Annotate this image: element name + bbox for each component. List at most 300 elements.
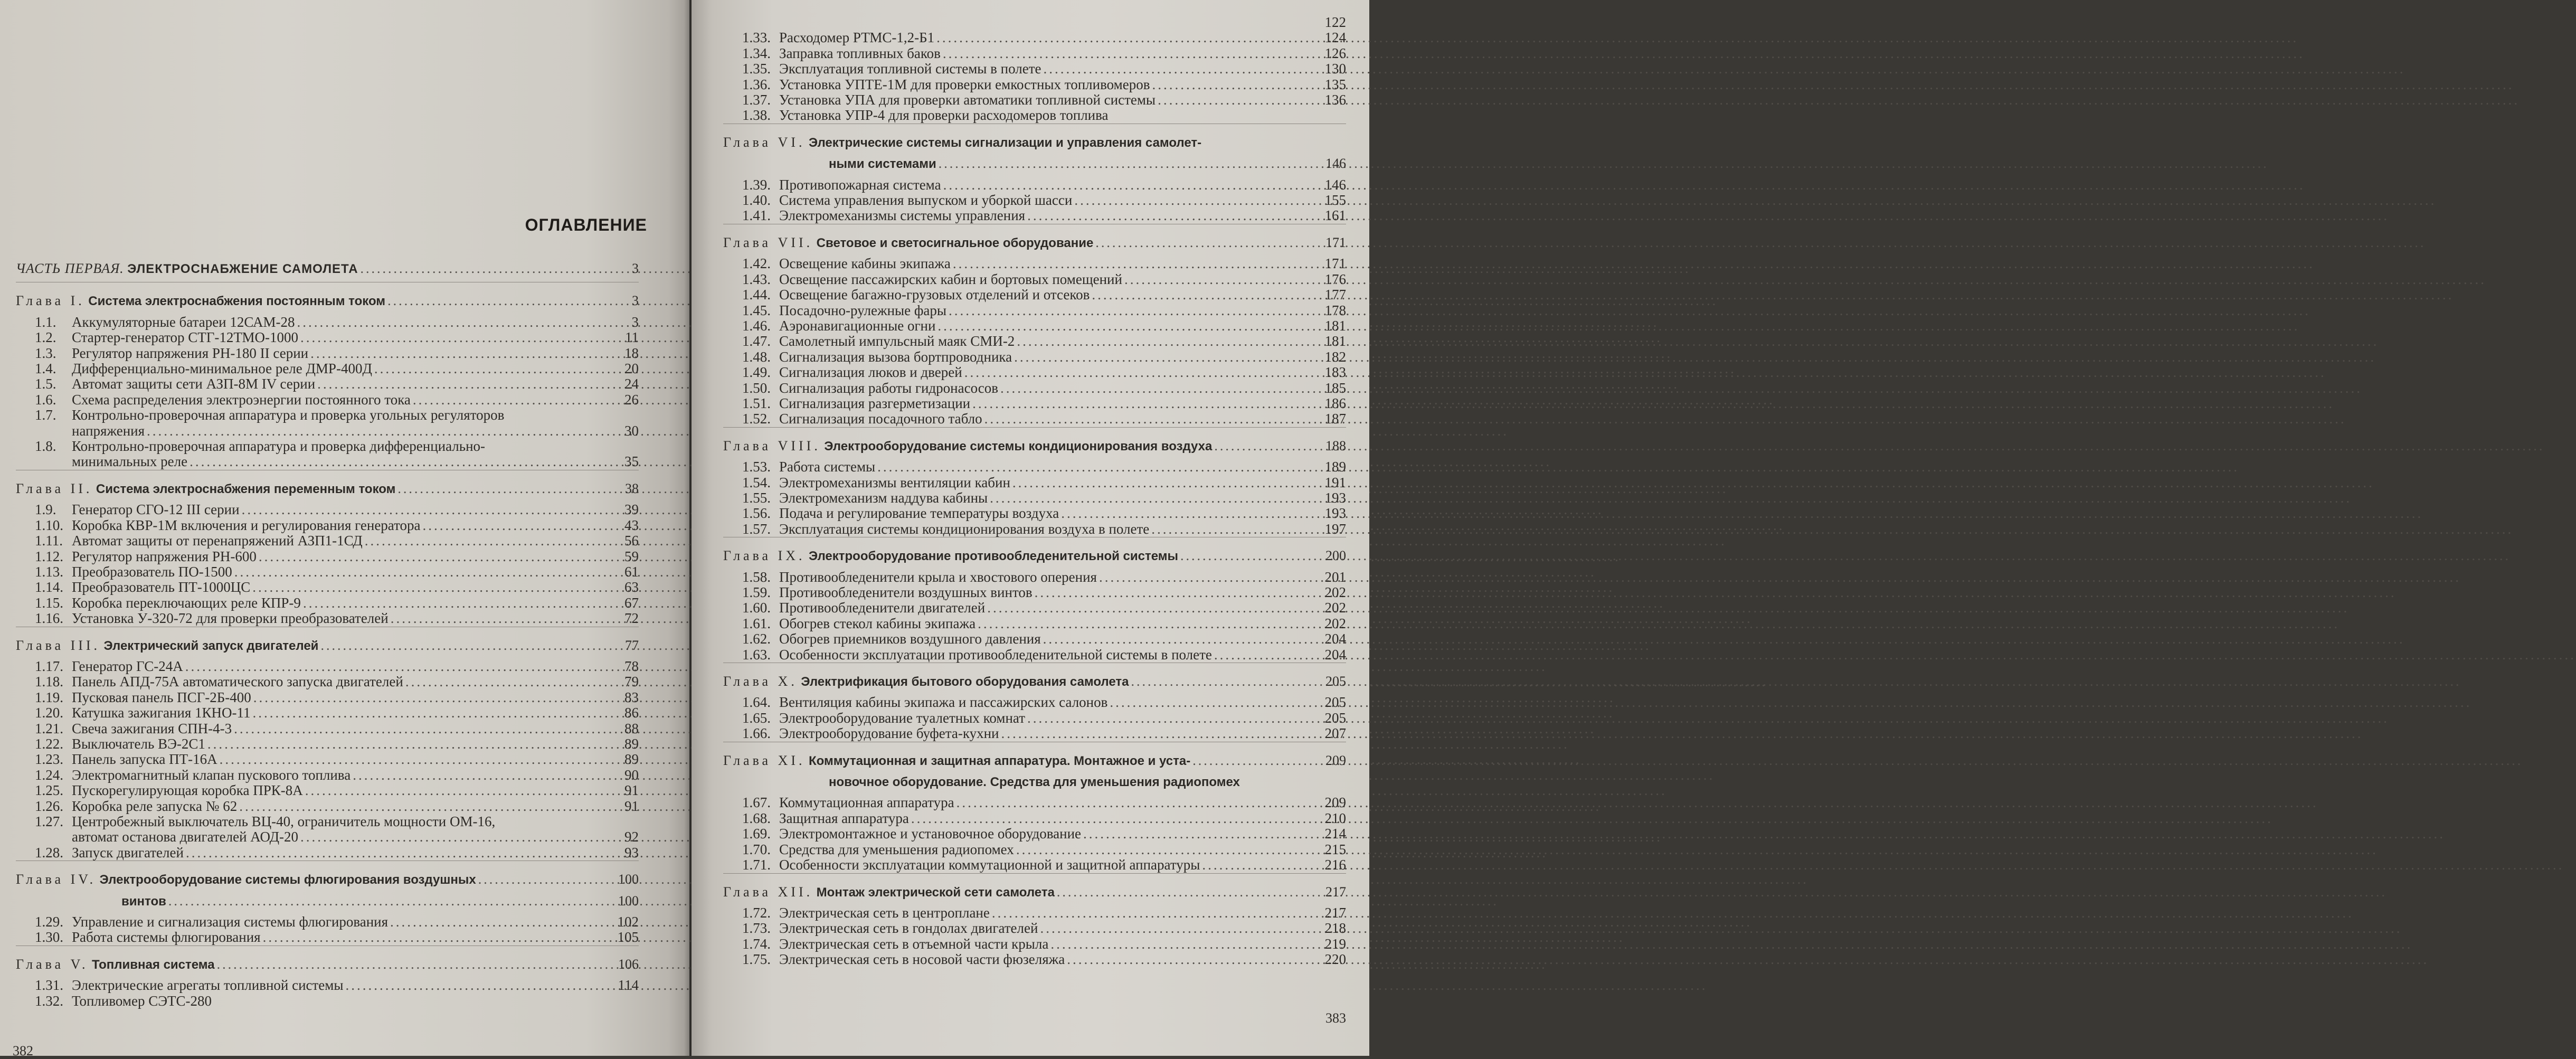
section-title: Установка УПР-4 для проверки расходомеров топлива <box>779 107 1109 124</box>
section-title: Установка УПА для проверки автоматики топливной системы <box>779 92 1156 108</box>
toc-entry-text <box>723 490 988 506</box>
dot-leader <box>984 411 1314 427</box>
toc-entry-text <box>723 235 1093 251</box>
dot-leader <box>1099 570 1314 585</box>
dot-leader <box>253 705 608 721</box>
toc-row <box>723 108 1346 123</box>
page-ref: 205 <box>1324 710 1346 726</box>
section-title: Панель АПД-75А автоматического запуска двигателей <box>72 674 403 690</box>
page-ref: 201 <box>1324 569 1346 585</box>
section-number: 1.40. <box>742 192 771 209</box>
toc-entry-text <box>16 502 240 517</box>
section-number: 1.53. <box>742 459 771 475</box>
toc-entry-text <box>723 811 909 826</box>
dot-leader <box>943 177 1314 193</box>
dot-leader <box>937 318 1314 334</box>
toc-entry-text <box>723 857 1200 873</box>
dot-leader <box>168 893 607 909</box>
dot-leader <box>405 674 607 689</box>
page-ref: 114 <box>618 977 639 994</box>
section-title: Регулятор напряжения РН-600 <box>72 548 257 564</box>
section-title: Освещение багажно-грузовых отделений и отсеков <box>779 287 1090 303</box>
page-ref: 122 <box>1324 14 1346 30</box>
page-ref: 126 <box>1324 45 1346 61</box>
toc-row <box>723 647 1346 663</box>
toc-row <box>16 721 639 736</box>
dot-leader <box>300 829 607 845</box>
section-title: Свеча зажигания СПН-4-3 <box>72 720 232 736</box>
toc-row <box>16 293 639 309</box>
section-title: Электромагнитный клапан пускового топлива <box>72 767 351 783</box>
section-title: Электрическая сеть в центроплане <box>779 904 990 921</box>
toc-row <box>723 235 1346 251</box>
toc-entry-text <box>16 872 476 887</box>
toc-row <box>16 690 639 705</box>
dot-leader <box>391 611 607 626</box>
toc-entry-text <box>723 475 1010 490</box>
dot-leader <box>956 795 1314 810</box>
page-ref: 171 <box>1325 234 1346 250</box>
page-ref: 188 <box>1325 438 1346 453</box>
toc-row <box>16 783 639 798</box>
dot-leader <box>239 799 607 814</box>
toc-entry-text <box>723 616 976 631</box>
dot-leader <box>374 361 607 376</box>
page-ref: 217 <box>1325 884 1346 900</box>
dot-leader <box>936 30 1314 45</box>
toc-row <box>16 845 639 861</box>
section-number: 1.35. <box>742 61 771 77</box>
toc-entry-text <box>16 705 251 721</box>
toc-row <box>723 459 1346 475</box>
page-ref: 204 <box>1324 646 1346 663</box>
page-ref: 3 <box>631 314 639 330</box>
page-ref: 89 <box>624 735 639 752</box>
section-title: Электромеханизм наддува кабины <box>779 489 988 506</box>
section-number: 1.23. <box>35 751 63 768</box>
toc-entry-text <box>723 774 1240 790</box>
dot-leader <box>1158 92 1314 108</box>
section-title: Панель запуска ПТ-16А <box>72 751 217 768</box>
dot-leader <box>365 533 607 549</box>
page-ref: 200 <box>1325 548 1346 564</box>
page-ref: 171 <box>1324 256 1346 272</box>
section-number: 1.13. <box>35 563 63 580</box>
toc-entry-text <box>723 674 1129 689</box>
section-title: Электромеханизмы системы управления <box>779 207 1026 224</box>
toc-row <box>16 549 639 564</box>
toc-row <box>16 638 639 654</box>
toc-entry-text <box>16 814 495 829</box>
toc-row <box>16 502 639 517</box>
toc-entry-text <box>723 921 1038 936</box>
section-number: 1.68. <box>742 810 771 826</box>
toc-row <box>723 15 1346 30</box>
toc-row <box>16 361 639 376</box>
toc-row <box>16 814 639 829</box>
toc-row <box>723 811 1346 826</box>
dot-leader <box>397 481 607 496</box>
toc-entry-text <box>16 893 166 909</box>
page-ref: 215 <box>1324 841 1346 857</box>
section-number: 1.58. <box>742 569 771 585</box>
section-title: Подача и регулирование температуры воздуха <box>779 505 1059 522</box>
toc-row <box>723 334 1346 349</box>
toc-row <box>16 408 639 423</box>
toc-entry-text <box>723 506 1059 521</box>
page-ref: 63 <box>624 579 639 595</box>
section-number: 1.2. <box>35 329 56 346</box>
toc-row <box>723 272 1346 287</box>
chapter-label: Глава IV. <box>16 872 97 887</box>
dot-leader <box>234 721 607 736</box>
section-number: 1.28. <box>35 844 63 861</box>
dot-leader <box>234 564 607 580</box>
toc-entry-text <box>16 564 232 580</box>
toc-row <box>16 595 639 611</box>
part-label: ЧАСТЬ ПЕРВАЯ. <box>16 261 124 276</box>
page-ref: 92 <box>624 829 639 845</box>
toc-row <box>723 726 1346 741</box>
section-title: Коробка переключающих реле КПР-9 <box>72 594 301 611</box>
dot-leader <box>1095 235 1314 250</box>
toc-entry-text <box>723 695 1107 710</box>
toc-row <box>16 439 639 454</box>
section-number: 1.6. <box>35 391 56 408</box>
toc-entry-text <box>16 408 504 423</box>
chapter-label: Глава III. <box>16 637 101 653</box>
page-ref: 89 <box>624 751 639 768</box>
page-ref: 3 <box>632 261 639 276</box>
section-title: Обогрев приемников воздушного давления <box>779 631 1041 647</box>
toc-entry-text <box>16 799 237 814</box>
left-page-number: 382 <box>13 1043 33 1058</box>
page-ref: 187 <box>1324 411 1346 427</box>
toc-row <box>723 548 1346 564</box>
section-number: 1.62. <box>742 631 771 647</box>
page-ref: 209 <box>1324 795 1346 811</box>
toc-entry-text <box>723 208 1025 223</box>
chapter-title: Коммутационная и защитная аппаратура. Монтажное и уста- <box>809 753 1191 768</box>
toc-row <box>16 752 639 767</box>
toc-row <box>723 46 1346 61</box>
toc-entry-text <box>723 726 999 741</box>
dot-leader <box>972 396 1314 411</box>
section-number: 1.59. <box>742 584 771 600</box>
section-number: 1.54. <box>742 474 771 490</box>
dot-leader <box>943 46 1314 61</box>
chapter-label: Глава VII. <box>723 234 813 250</box>
chapter-title: Система электроснабжения постоянным током <box>88 294 386 309</box>
section-title: Запуск двигателей <box>72 844 184 861</box>
section-number: 1.56. <box>742 505 771 522</box>
toc-entry-text <box>723 256 951 271</box>
section-number: 1.42. <box>742 256 771 272</box>
page-ref: 72 <box>624 610 639 627</box>
dot-leader <box>987 600 1314 616</box>
section-title: Электрическая сеть в носовой части фюзеляжа <box>779 951 1065 968</box>
dot-leader <box>1043 631 1314 647</box>
page-ref: 176 <box>1324 271 1346 287</box>
section-title: Генератор СГО-12 III серии <box>72 502 240 518</box>
toc-entry-text <box>16 994 212 1009</box>
section-number: 1.24. <box>35 767 63 783</box>
toc-entry-text <box>16 674 403 689</box>
toc-title: ОГЛАВЛЕНИЕ <box>525 215 647 234</box>
toc-entry-text <box>16 845 184 861</box>
chapter-label: Глава XI. <box>723 752 806 768</box>
toc-row <box>723 506 1346 521</box>
toc-entry-text <box>723 272 1122 287</box>
left-toc-list <box>16 261 639 1009</box>
toc-entry-text <box>723 30 934 45</box>
page-ref: 210 <box>1324 810 1346 826</box>
toc-entry-text <box>723 711 1025 726</box>
page-ref: 91 <box>624 782 639 799</box>
page-ref: 197 <box>1324 521 1346 537</box>
chapter-label: Глава XII. <box>723 884 813 900</box>
section-number: 1.30. <box>35 929 63 945</box>
toc-row <box>723 952 1346 967</box>
section-number: 1.65. <box>742 710 771 726</box>
toc-row <box>723 208 1346 223</box>
toc-entry-text <box>16 346 308 361</box>
toc-entry-text <box>16 829 298 845</box>
section-title: Эксплуатация системы кондиционирования воздуха в полете <box>779 521 1150 537</box>
toc-row <box>723 826 1346 841</box>
toc-row <box>16 580 639 595</box>
section-number: 1.61. <box>742 615 771 631</box>
toc-row <box>723 921 1346 936</box>
section-number: 1.32. <box>35 992 63 1009</box>
page-ref: 155 <box>1324 192 1346 209</box>
section-title: Автомат защиты сети АЗП-8М IV серии <box>72 376 316 392</box>
page-ref: 218 <box>1324 920 1346 937</box>
toc-entry-text <box>723 92 1156 108</box>
page-ref: 219 <box>1324 935 1346 952</box>
page-ref: 216 <box>1324 857 1346 873</box>
dot-leader <box>1040 921 1314 936</box>
dot-leader <box>242 502 607 517</box>
section-title: Работа системы флюгирования <box>72 929 261 945</box>
section-number: 1.15. <box>35 594 63 611</box>
page-ref: 61 <box>624 563 639 580</box>
toc-entry-text <box>723 753 1190 769</box>
section-title: Установка УПТЕ-1М для проверки емкостных топливомеров <box>779 76 1150 92</box>
section-title: Электрооборудование буфета-кухни <box>779 725 999 742</box>
section-number: 1.60. <box>742 600 771 616</box>
dot-leader <box>1044 61 1314 77</box>
section-number: 1.48. <box>742 348 771 365</box>
page-ref: 202 <box>1324 600 1346 616</box>
page-ref: 161 <box>1324 207 1346 224</box>
toc-row <box>723 193 1346 208</box>
section-title: Коммутационная аппаратура <box>779 795 954 811</box>
dot-leader <box>1124 272 1314 287</box>
dot-leader <box>297 315 607 330</box>
dot-leader <box>1151 522 1314 537</box>
toc-row <box>16 914 639 930</box>
dot-leader <box>1014 349 1314 365</box>
toc-row <box>723 616 1346 631</box>
dot-leader <box>186 845 607 861</box>
chapter-title: Электрический запуск двигателей <box>103 638 319 653</box>
section-number: 1.51. <box>742 395 771 411</box>
chapter-label: Глава II. <box>16 480 93 496</box>
section-number: 1.67. <box>742 795 771 811</box>
dot-leader <box>949 303 1314 318</box>
toc-row <box>16 392 639 408</box>
toc-row <box>16 423 639 439</box>
dot-leader <box>253 690 607 705</box>
section-number: 1.64. <box>742 694 771 711</box>
section-title: Коробка реле запуска № 62 <box>72 798 238 814</box>
page-ref: 79 <box>624 674 639 690</box>
page-ref: 26 <box>624 391 639 408</box>
toc-entry-text <box>723 177 941 193</box>
dot-leader <box>1152 77 1314 92</box>
dot-leader <box>1017 334 1314 349</box>
toc-row <box>723 774 1346 790</box>
toc-entry-text <box>16 736 205 752</box>
chapter-title: Электрооборудование противообледенительной системы <box>809 549 1179 564</box>
section-title: Защитная аппаратура <box>779 810 909 826</box>
toc-row <box>723 600 1346 616</box>
section-number: 1.26. <box>35 798 63 814</box>
section-title: Управление и сигнализация системы флюгирования <box>72 914 389 930</box>
page-ref: 88 <box>624 720 639 736</box>
toc-entry-text <box>723 381 998 396</box>
section-number: 1.70. <box>742 841 771 857</box>
toc-entry-text <box>16 439 485 454</box>
section-number: 1.33. <box>742 30 771 46</box>
toc-entry-text <box>723 842 1014 857</box>
page-ref: 124 <box>1324 30 1346 46</box>
dot-leader <box>1074 193 1314 208</box>
section-title: Топливомер СЭТС-280 <box>72 992 212 1009</box>
section-title: Электромонтажное и установочное оборудование <box>779 826 1081 842</box>
dot-leader <box>1092 287 1314 302</box>
toc-row <box>723 857 1346 873</box>
dot-leader <box>346 978 607 993</box>
section-title: Центробежный выключатель ВЦ-40, ограничитель мощности ОМ-16, <box>72 814 496 829</box>
page-ref: 30 <box>624 422 639 439</box>
toc-row <box>723 711 1346 726</box>
section-title: Сигнализация разгерметизации <box>779 395 971 411</box>
toc-entry-text <box>723 600 985 616</box>
page-ref: 59 <box>624 548 639 564</box>
toc-entry-text <box>723 952 1065 967</box>
toc-entry-text <box>723 585 1033 600</box>
section-number: 1.75. <box>742 951 771 968</box>
toc-entry-text <box>723 937 1048 952</box>
section-number: 1.31. <box>35 977 63 994</box>
left-page <box>0 0 689 1056</box>
section-title: Пусковая панель ПСГ-2Б-400 <box>72 689 251 705</box>
toc-row <box>723 287 1346 302</box>
chapter-label: Глава VI. <box>723 134 806 150</box>
toc-row <box>723 753 1346 769</box>
chapter-title: Электрификация бытового оборудования самолета <box>801 675 1129 689</box>
page-ref: 83 <box>624 689 639 705</box>
section-number: 1.44. <box>742 287 771 303</box>
page-ref: 220 <box>1324 951 1346 968</box>
section-number: 1.4. <box>35 361 56 377</box>
page-ref: 91 <box>624 798 639 814</box>
toc-row <box>723 303 1346 318</box>
chapter-label: Глава IX. <box>723 548 806 564</box>
section-number: 1.11. <box>35 533 63 549</box>
dot-leader <box>190 454 607 469</box>
dot-leader <box>263 930 607 945</box>
dot-leader <box>1027 208 1314 223</box>
section-number: 1.1. <box>35 314 56 330</box>
page-ref: 78 <box>624 658 639 674</box>
section-number: 1.52. <box>742 411 771 427</box>
toc-row <box>723 135 1346 150</box>
section-number: 1.18. <box>35 674 63 690</box>
section-title: Противообледенители двигателей <box>779 600 986 616</box>
toc-entry-text <box>16 595 301 611</box>
toc-row <box>723 77 1346 92</box>
dot-leader <box>423 518 607 533</box>
section-title: Стартер-генератор СТГ-12ТМО-1000 <box>72 329 299 346</box>
section-number: 1.5. <box>35 376 56 392</box>
section-title: Эксплуатация топливной системы в полете <box>779 61 1041 77</box>
toc-row <box>16 659 639 674</box>
dot-leader <box>953 256 1314 271</box>
section-title: Вентиляция кабины экипажа и пассажирских салонов <box>779 694 1108 711</box>
toc-entry-text <box>16 957 215 972</box>
page-ref: 217 <box>1324 904 1346 921</box>
section-title: Противообледенители воздушных винтов <box>779 584 1033 600</box>
right-page-number: 383 <box>1325 1010 1346 1026</box>
page-ref: 105 <box>617 929 639 945</box>
toc-row <box>723 256 1346 271</box>
toc-entry-text <box>723 156 936 172</box>
toc-row <box>723 365 1346 380</box>
section-title: Особенности эксплуатации коммутационной и защитной аппаратуры <box>779 857 1200 873</box>
section-number: 1.9. <box>35 502 56 518</box>
page-ref: 182 <box>1324 348 1346 365</box>
toc-entry-text <box>16 533 363 549</box>
page-ref: 191 <box>1324 474 1346 490</box>
dot-leader <box>990 490 1314 506</box>
toc-entry-text <box>723 826 1081 841</box>
chapter-title: Система электроснабжения переменным током <box>96 481 396 496</box>
page-ref: 189 <box>1324 459 1346 475</box>
section-number: 1.41. <box>742 207 771 224</box>
page-ref: 106 <box>618 956 639 972</box>
dot-leader <box>1027 711 1314 726</box>
section-title-continued: автомат останова двигателей АОД-20 <box>72 829 299 845</box>
toc-row <box>723 438 1346 454</box>
toc-entry-text <box>723 365 962 380</box>
section-title: Электрическая сеть в отъемной части крыла <box>779 935 1049 952</box>
section-title: Противообледенители крыла и хвостового оперения <box>779 569 1097 585</box>
dot-leader <box>390 914 607 930</box>
toc-row <box>723 490 1346 506</box>
toc-row <box>723 522 1346 537</box>
toc-row <box>16 978 639 993</box>
section-title: Обогрев стекол кабины экипажа <box>779 615 976 631</box>
section-number: 1.38. <box>742 107 771 124</box>
section-title: Особенности эксплуатации противообледенительной системы в полете <box>779 646 1212 663</box>
toc-row <box>723 884 1346 900</box>
toc-row <box>723 795 1346 810</box>
dot-leader <box>317 376 607 392</box>
section-title: Электрооборудование туалетных комнат <box>779 710 1026 726</box>
